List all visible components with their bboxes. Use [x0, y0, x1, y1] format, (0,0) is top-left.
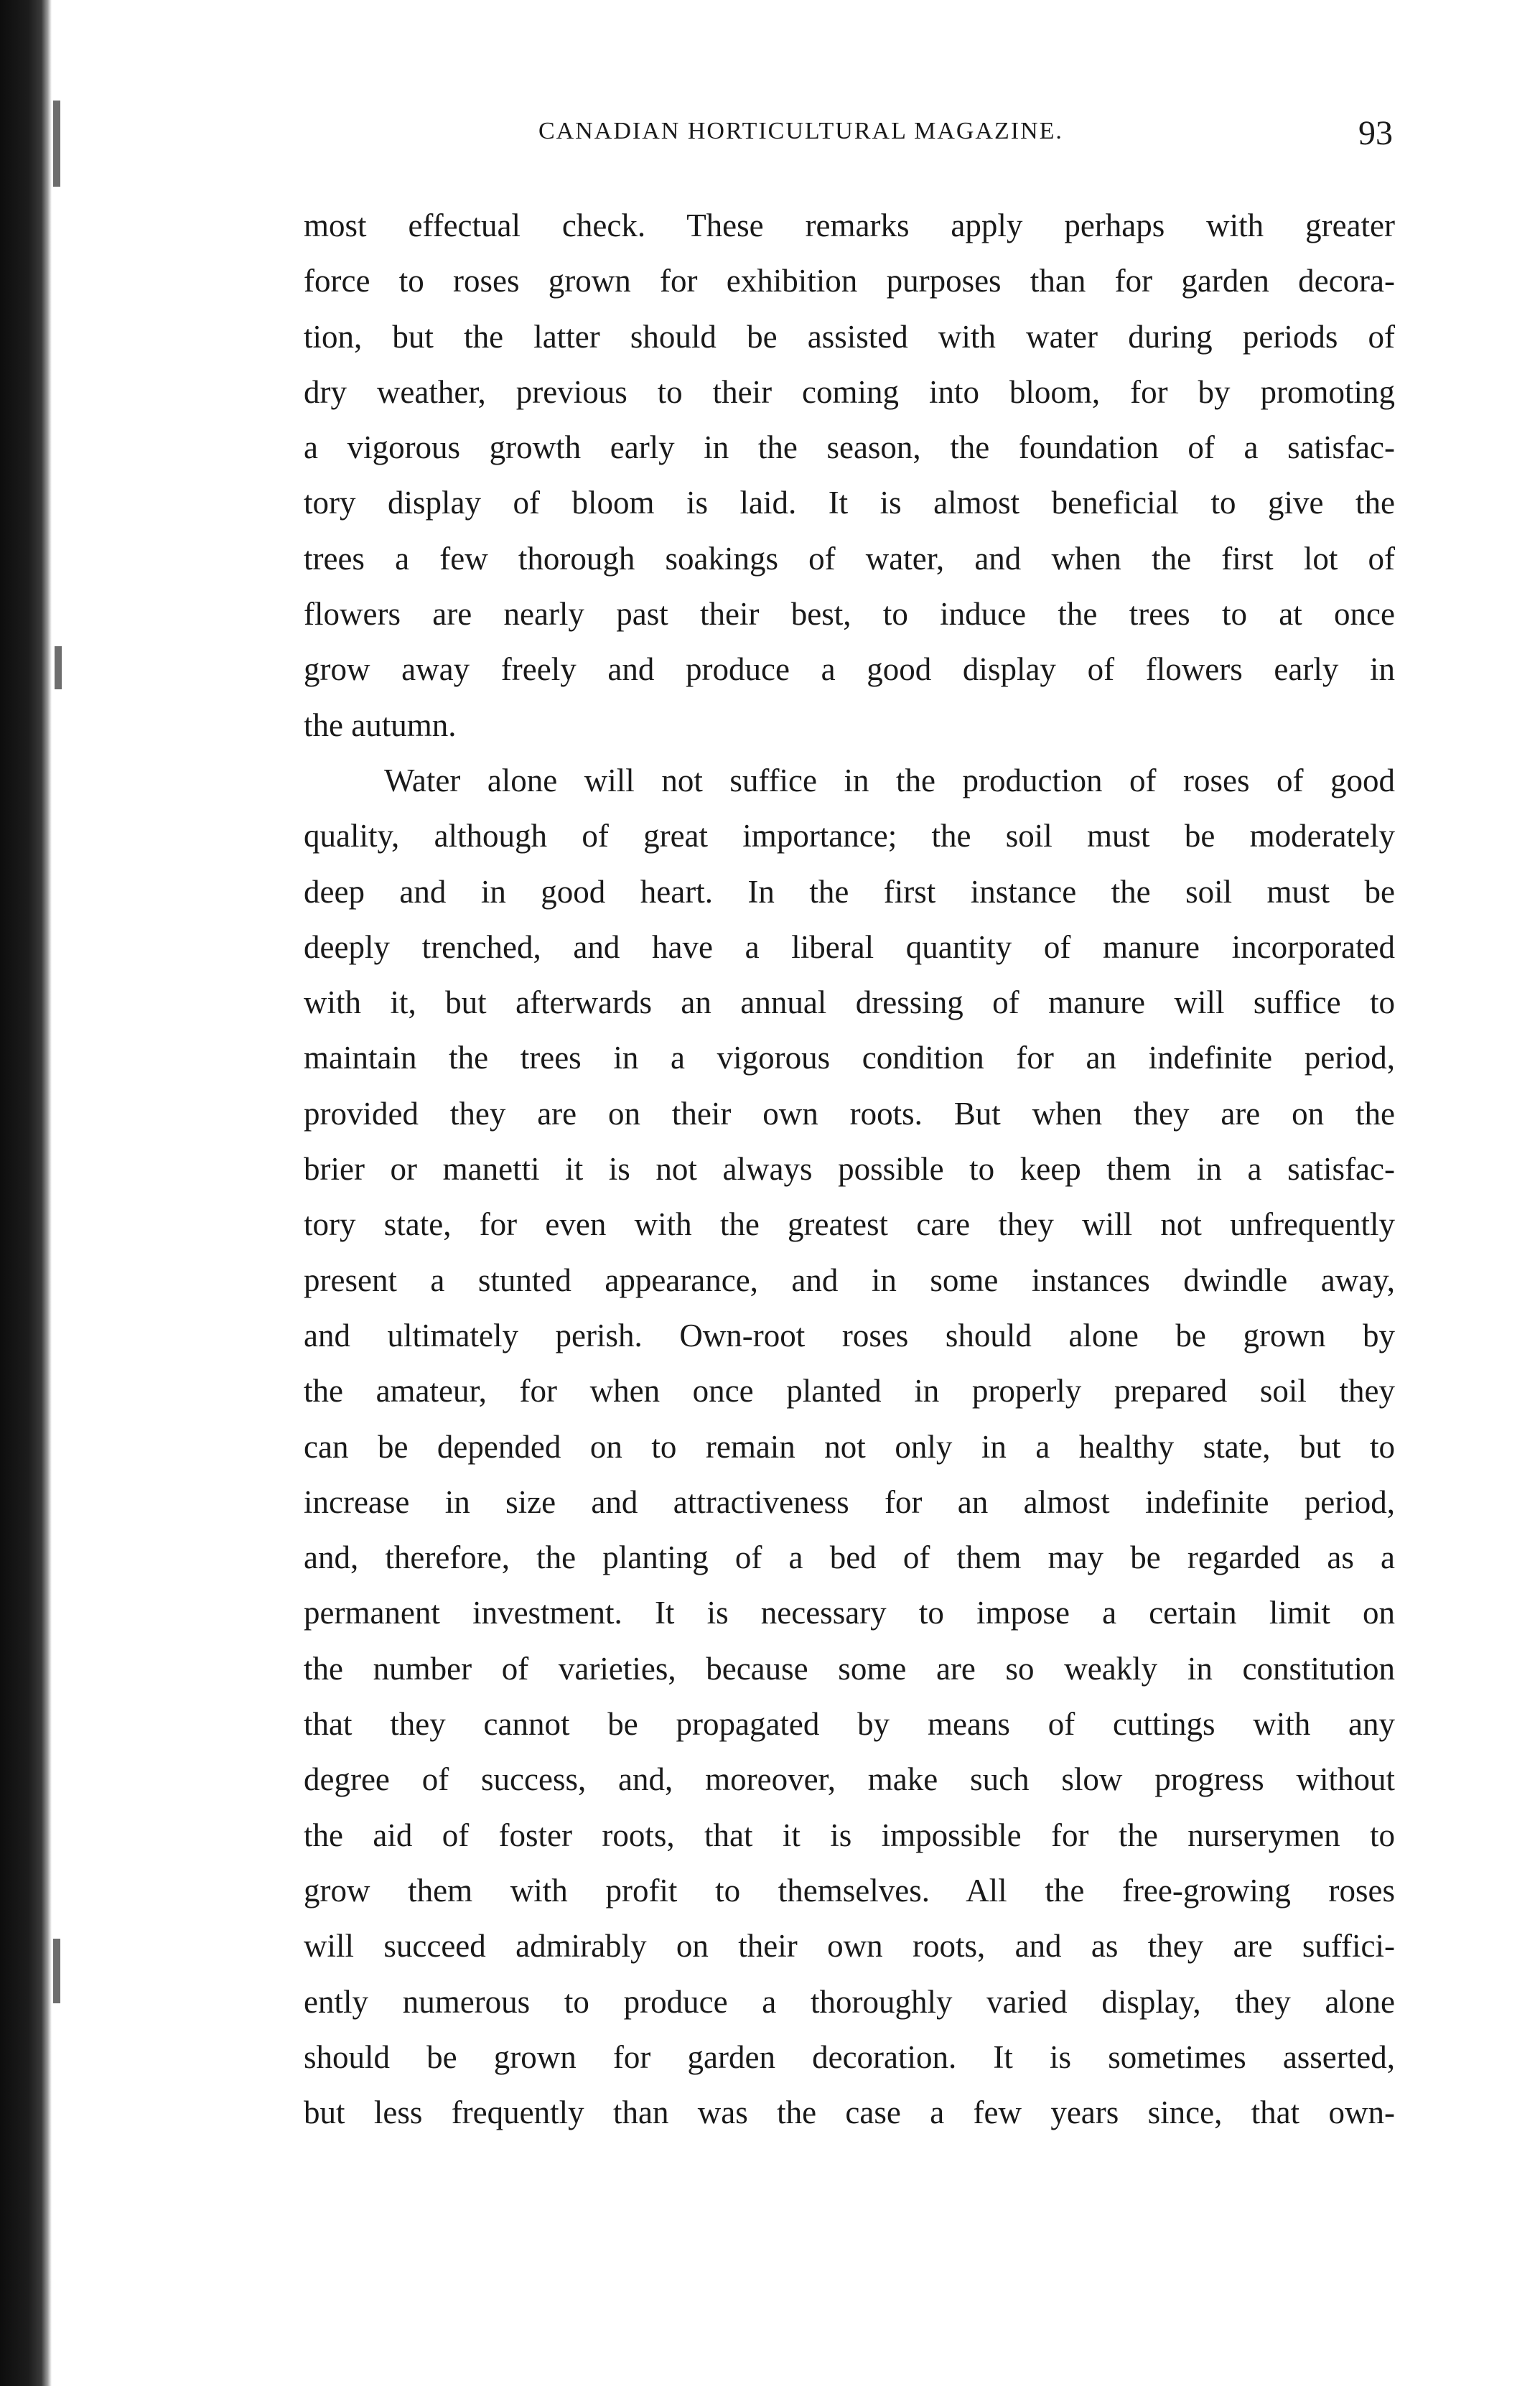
text-line: a vigorous growth early in the season, the foundation of a satisfac- — [304, 429, 1395, 466]
text-line: the aid of foster roots, that it is impossible for the nurserymen to — [304, 1817, 1395, 1853]
text-line: flowers are nearly past their best, to induce the trees to at once — [304, 596, 1395, 633]
text-line: provided they are on their own roots. But when they are on the — [304, 1095, 1395, 1132]
text-line: and, therefore, the planting of a bed of them may be regarded as a — [304, 1539, 1395, 1576]
text-line: quality, although of great importance; the soil must be moderately — [304, 818, 1395, 854]
text-line: and ultimately perish. Own-root roses should alone be grown by — [304, 1317, 1395, 1353]
text-line: the number of varieties, because some are so weakly in constitution — [304, 1650, 1395, 1687]
binding-speck — [55, 646, 62, 689]
text-line: tory display of bloom is laid. It is almost beneficial to give the — [304, 485, 1395, 521]
text-line: can be depended on to remain not only in a healthy state, but to — [304, 1428, 1395, 1465]
binding-speck — [53, 1939, 60, 2003]
text-line: brier or manetti it is not always possible to keep them in a satisfac- — [304, 1151, 1395, 1188]
text-line: trees a few thorough soakings of water, and when the first lot of — [304, 540, 1395, 577]
text-line: grow away freely and produce a good display of flowers early in — [304, 651, 1395, 688]
text-line: deep and in good heart. In the first instance the soil must be — [304, 873, 1395, 910]
text-line: deeply trenched, and have a liberal quantity of manure incorporated — [304, 928, 1395, 965]
text-line: permanent investment. It is necessary to impose a certain limit on — [304, 1595, 1395, 1631]
text-line: present a stunted appearance, and in some instances dwindle away, — [304, 1262, 1395, 1298]
running-title: CANADIAN HORTICULTURAL MAGAZINE. — [538, 118, 1063, 144]
text-line: the amateur, for when once planted in properly prepared soil they — [304, 1373, 1395, 1409]
text-line: the autumn. — [304, 707, 457, 743]
text-line: force to roses grown for exhibition purposes than for garden decora- — [304, 263, 1395, 299]
text-line: tory state, for even with the greatest care they will not unfrequently — [304, 1206, 1395, 1243]
text-line: Water alone will not suffice in the production of roses of good — [384, 762, 1395, 798]
text-line: degree of success, and, moreover, make such slow progress without — [304, 1761, 1395, 1798]
binding-speck — [53, 101, 60, 187]
text-line: dry weather, previous to their coming into bloom, for by promoting — [304, 373, 1395, 410]
running-head — [302, 114, 1393, 161]
page-number: 93 — [1358, 114, 1393, 152]
text-line: increase in size and attractiveness for an almost indefinite period, — [304, 1483, 1395, 1520]
text-line: that they cannot be propagated by means of cuttings with any — [304, 1706, 1395, 1743]
text-line: maintain the trees in a vigorous condition for an indefinite period, — [304, 1040, 1395, 1076]
body-text — [304, 198, 1395, 2140]
text-line: with it, but afterwards an annual dressing of manure will suffice to — [304, 984, 1395, 1021]
text-line: grow them with profit to themselves. All the free-growing roses — [304, 1872, 1395, 1909]
text-line: most effectual check. These remarks apply perhaps with greater — [304, 208, 1395, 243]
text-line: ently numerous to produce a thoroughly varied display, they alone — [304, 1983, 1395, 2020]
text-line: tion, but the latter should be assisted with water during periods of — [304, 318, 1395, 355]
text-line: but less frequently than was the case a few years since, that own- — [304, 2094, 1395, 2131]
text-line: will succeed admirably on their own roots, and as they are suffici- — [304, 1928, 1395, 1965]
text-line: should be grown for garden decoration. It is sometimes asserted, — [304, 2038, 1395, 2075]
page-binding-edge — [0, 0, 52, 2386]
